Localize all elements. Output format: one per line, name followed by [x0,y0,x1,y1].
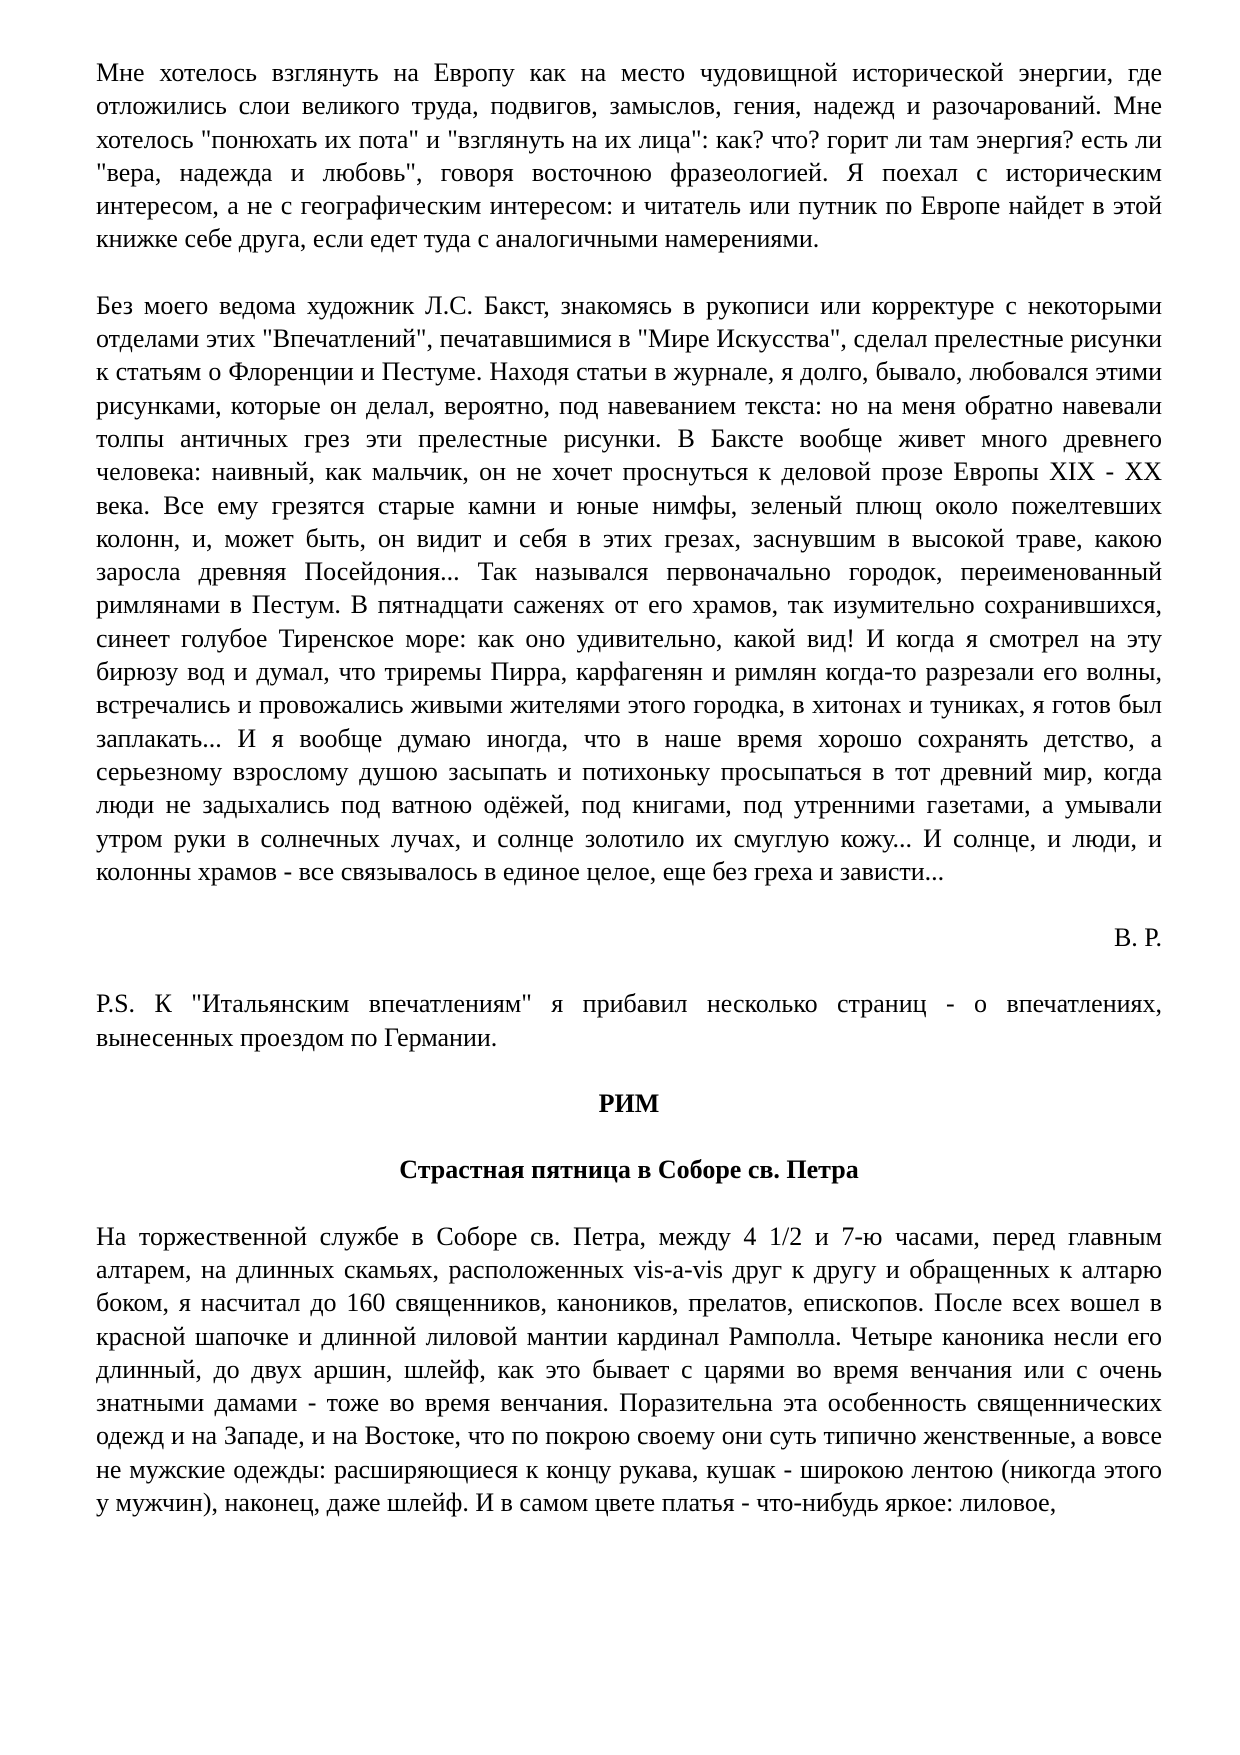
paragraph-postscript: P.S. К "Итальянским впечатлениям" я прибавил несколько страниц - о впечатлениях, вынесенных проездом по Германии. [96,989,1162,1052]
author-signature: В. Р. [1113,923,1162,953]
chapter-heading: Страстная пятница в Соборе св. Петра [399,1155,859,1185]
paragraph-good-friday: На торжественной службе в Соборе св. Петра, между 4 1/2 и 7-ю часами, перед главным алтарем, на длинных скамьях, расположенных vis-a-vis друг к другу и обращенных к алтарю боком, я насчитал до 160 священников, каноников, прелатов, епископов. После всех вошел в красной шапочке и длинной лиловой мантии кардинал Рамполла. Четыре каноника несли его длинный, до двух аршин, шлейф, как это бывает с царями во время венчания или с очень знатными дамами - тоже во время венчания. Поразительна эта особенность священнических одежд и на Западе, и на Востоке, что по покрою своему они суть типично женственные, а вовсе не мужские одежды: расширяющиеся к концу рукава, кушак - широкою лентою (никогда этого у мужчин), наконец, даже шлейф. И в самом цвете платья - что-нибудь яркое: лиловое, [96,1221,1162,1517]
paragraph-bakst: Без моего ведома художник Л.С. Бакст, знакомясь в рукописи или корректуре с некоторыми отделами этих "Впечатлений", печатавшимися в "Мире Искусства", сделал прелестные рисунки к статьям о Флоренции и Пестуме. Находя статьи в журнале, я долго, бывало, любовался этими рисунками, которые он делал, вероятно, под навеванием текста: но на меня обратно навевали толпы античных грез эти прелестные рисунки. В Баксте вообще живет много древнего человека: наивный, как мальчик, он не хочет проснуться к деловой прозе Европы XIX - XX века. Все ему грезятся старые камни и юные нимфы, зеленый плющ около пожелтевших колонн, и, может быть, он видит и себя в этих грезах, заснувшим в высокой траве, какою заросла древняя Посейдония... Так назывался первоначально городок, переименованный римлянами в Пестум. В пятнадцати саженях от его храмов, так изумительно сохранившихся, синеет голубое Тиренское море: как оно удивительно, какой вид! И когда я смотрел на эту бирюзу вод и думал, что триремы Пирра, карфагенян и римлян когда-то разрезали его волны, встречались и провожались живыми жителями этого городка, в хитонах и туниках, я готов был заплакать... И я вообще думаю иногда, что в наше время хорошо сохранять детство, а серьезному взрослому душою засыпать и потихоньку просыпаться в тот древний мир, когда люди не задыхались под ватною одёжей, под книгами, под утренними газетами, а умывали утром руки в солнечных лучах, и солнце золотило их смуглую кожу... И солнце, и люди, и колонны храмов - все связывалось в единое целое, еще без греха и зависти... [96,290,1162,886]
document-page [96,56,1162,1519]
paragraph-intro: Мне хотелось взглянуть на Европу как на место чудовищной исторической энергии, где отложились слои великого труда, подвигов, замыслов, гения, надежд и разочарований. Мне хотелось "понюхать их пота" и "взглянуть на их лица": как? что? горит ли там энергия? есть ли "вера, надежда и любовь", говоря восточною фразеологией. Я поехал с историческим интересом, а не с географическим интересом: и читатель или путник по Европе найдет в этой книжке себе друга, если едет туда с аналогичными намерениями. [96,58,1162,254]
section-heading: РИМ [598,1089,660,1119]
